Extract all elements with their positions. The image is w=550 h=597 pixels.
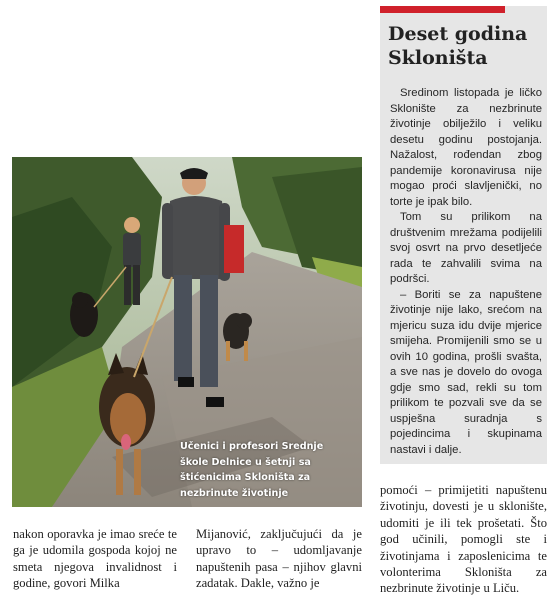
article-column-2 [196, 526, 362, 592]
photo-caption: Učenici i profesori Srednje škole Delnice u šetnji sa štićenicima Skloništa za nezbrinute životinje [180, 441, 324, 499]
sidebar-box [380, 6, 547, 464]
sidebar-accent-bar [380, 6, 505, 13]
column-text: Mijanović, zaključujući da je upravo to – udomljavanje napuštenih pasa – njihov glavni zadatak. Dakle, važno je [196, 527, 362, 591]
column-text: pomoći – primijetiti napuštenu životinju, dovesti je u sklonište, udomiti je ili tek prošetati. Što god učinili, pomogli ste i životinjama i zaposlenicima te volonterima Skloništa za nezbrinute životinje u Liču. [380, 483, 547, 596]
article-column-3 [380, 482, 547, 597]
article-photo [12, 157, 362, 507]
article-column-1 [13, 526, 177, 592]
sidebar-title: Deset godina Skloništa [388, 23, 528, 69]
column-text: nakon oporavka je imao sreće te ga je udomila gospoda kojoj ne smeta njegova invalidnost i godine, govori Milka [13, 527, 177, 591]
sidebar-paragraph: – Boriti se za napuštene životinje nije lako, srećom na mjericu suza idu dvije mjerice smijeha. Promijenili smo se u ovih 10 godina, prošli svašta, a sve nas je dovelo do ovoga gdje smo sad, rekli su tom prilikom te pozvali sve da se uspješna suradnja s pojedincima i skupinama nastavi i dalje. [390, 288, 542, 456]
sidebar-body [390, 86, 542, 458]
sidebar-paragraph: Sredinom listopada je ličko Sklonište za nezbrinute životinje obilježilo i veliku desetu godinu postojanja. Nažalost, rođendan zbog pandemije koronavirusa nije mogao proći slavljenički, no torte je ipak bilo. [390, 87, 542, 208]
sidebar-paragraph: Tom su prilikom na društvenim mrežama podijelili svoj osvrt na prvo desetljeće rada te zahvalili svima na podršci. [390, 211, 542, 285]
